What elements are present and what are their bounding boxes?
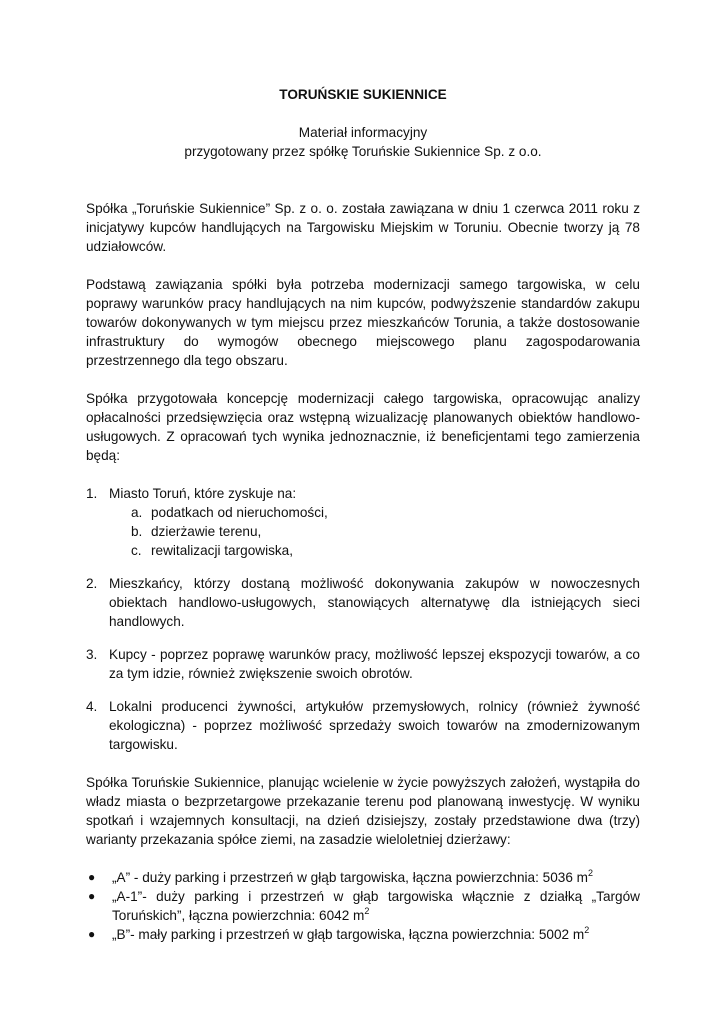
list-item [86, 574, 640, 631]
beneficiaries-list [86, 484, 640, 754]
city-gains-list [131, 503, 640, 560]
list-number: 3. [86, 647, 98, 662]
sub-list-item [131, 541, 640, 560]
subtitle-line-1: Materiał informacyjny [298, 125, 428, 140]
sub-list-item [131, 503, 640, 522]
list-item-text: Lokalni producenci żywności, artykułów przemysłowych, rolnicy (również żywność ekologiczna) - poprzez możliwość sprzedaży swoich towarów na zmodernizowanym targowisku. [109, 699, 640, 752]
variant-text: „A” - duży parking i przestrzeń w głąb targowiska, łączna powierzchnia: 5036 m [112, 870, 588, 885]
list-item-text: Miasto Toruń, które zyskuje na: [109, 486, 297, 501]
variant-text: „A-1”- duży parking i przestrzeń w głąb targowiska włącznie z działką „Targów Toruńskich”, łączna powierzchnia: 6042 m [112, 889, 640, 923]
variant-item [86, 868, 640, 887]
document-subtitle [86, 123, 640, 161]
variant-item [86, 887, 640, 925]
paragraph-founding: Spółka „Toruńskie Sukiennice” Sp. z o. o. została zawiązana w dniu 1 czerwca 2011 roku z inicjatywy kupców handlujących na Targowisku Miejskim w Toruniu. Obecnie tworzy ją 78 udziałowców. [86, 201, 640, 254]
sub-list-item [131, 522, 640, 541]
list-number: 1. [86, 486, 98, 501]
list-item [86, 484, 640, 560]
bullet-icon: ● [88, 927, 96, 941]
bullet-icon: ● [88, 889, 96, 903]
variant-superscript: 2 [364, 906, 370, 916]
subtitle-line-2: przygotowany przez spółkę Toruńskie Sukiennice Sp. z o.o. [184, 144, 542, 159]
document-body [86, 85, 640, 944]
sub-list-letter: a. [131, 505, 143, 520]
variant-superscript: 2 [584, 925, 590, 935]
sub-list-text: dzierżawie terenu, [151, 524, 262, 539]
list-item-text: Kupcy - poprzez poprawę warunków pracy, możliwość lepszej ekspozycji towarów, a co za tym idzie, również zwiększenie swoich obrotów. [109, 647, 640, 681]
paragraph-concept: Spółka przygotowała koncepcję modernizacji całego targowiska, opracowując analizy opłacalności przedsięwzięcia oraz wstępną wizualizację planowanych obiektów handlowo-usługowych. Z opracowań tych wynika jednoznacznie, iż beneficjentami tego zamierzenia będą: [86, 391, 640, 463]
sub-list-text: podatkach od nieruchomości, [151, 505, 328, 520]
list-number: 4. [86, 699, 98, 714]
sub-list-letter: b. [131, 524, 143, 539]
sub-list-letter: c. [131, 543, 142, 558]
list-number: 2. [86, 576, 98, 591]
paragraph-purpose: Podstawą zawiązania spółki była potrzeba modernizacji samego targowiska, w celu poprawy warunków pracy handlujących na nim kupców, podwyższenie standardów zakupu towarów dokonywanych w tym miejscu przez mieszkańców Torunia, a także dostosowanie infrastruktury do wymogów obecnego miejscowego planu zagospodarowania przestrzennego dla tego obszaru. [86, 277, 640, 368]
document-title: TORUŃSKIE SUKIENNICE [279, 87, 447, 102]
variant-item [86, 925, 640, 944]
variant-text: „B”- mały parking i przestrzeń w głąb targowiska, łączna powierzchnia: 5002 m [112, 927, 585, 942]
list-item [86, 645, 640, 683]
list-item [86, 697, 640, 754]
bullet-icon: ● [88, 870, 96, 884]
list-item-text: Mieszkańcy, którzy dostaną możliwość dokonywania zakupów w nowoczesnych obiektach handlowo-usługowych, stanowiących alternatywę dla istniejących sieci handlowych. [109, 576, 640, 629]
variant-superscript: 2 [588, 868, 594, 878]
sub-list-text: rewitalizacji targowiska, [151, 543, 294, 558]
variants-list [86, 868, 640, 944]
paragraph-land-request: Spółka Toruńskie Sukiennice, planując wcielenie w życie powyższych założeń, wystąpiła do władz miasta o bezprzetargowe przekazanie terenu pod planowaną inwestycję. W wyniku spotkań i wzajemnych konsultacji, na dzień dzisiejszy, zostały przedstawione dwa (trzy) warianty przekazania spółce ziemi, na zasadzie wieloletniej dzierżawy: [86, 775, 640, 847]
